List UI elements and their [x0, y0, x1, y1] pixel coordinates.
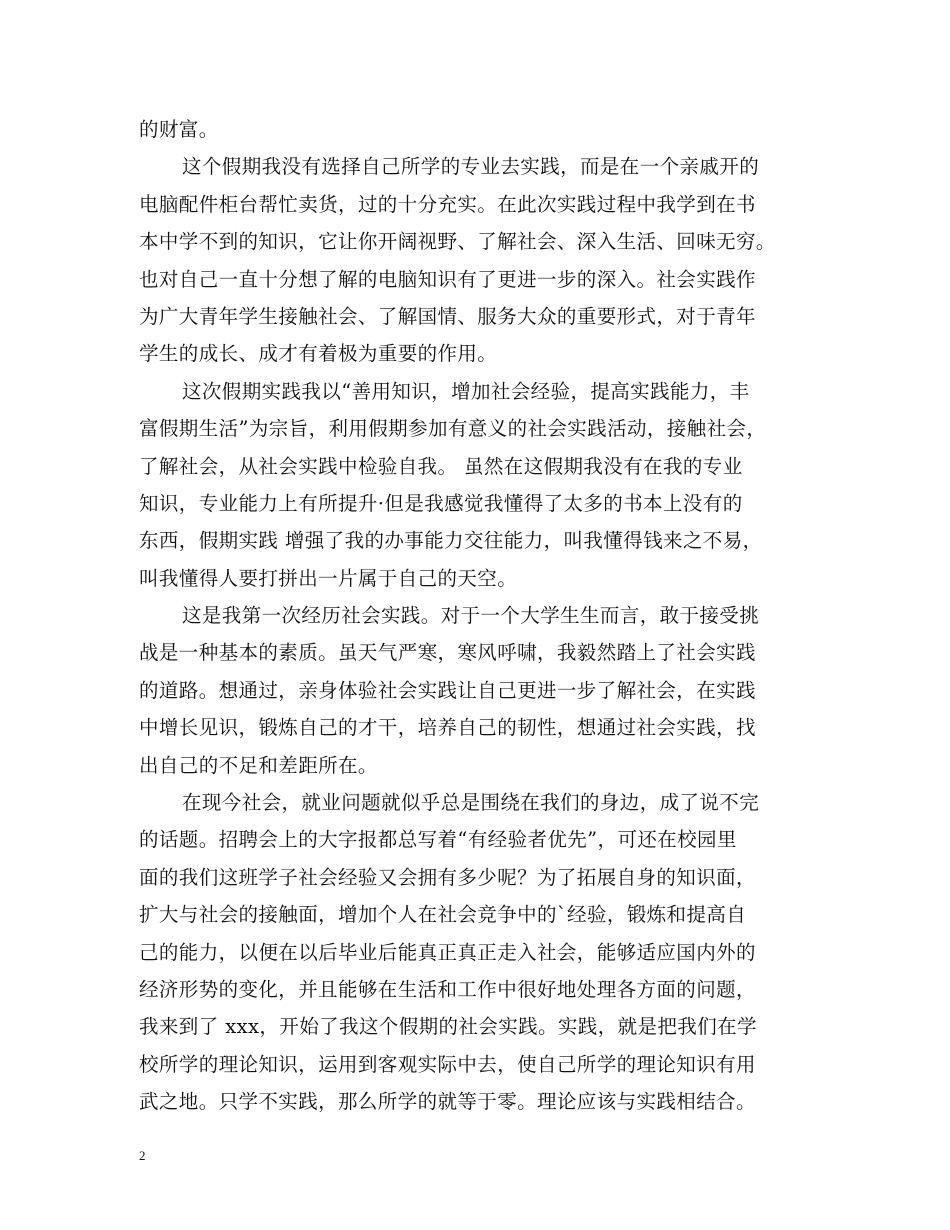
- text-line: 己的能力，以便在以后毕业后能真正真正走入社会，能够适应国内外的: [139, 940, 756, 964]
- text-line: 中增长见识，锻炼自己的才干，培养自己的韧性，想通过社会实践，找: [139, 716, 756, 740]
- text-line: 富假期生活”为宗旨，利用假期参加有意义的社会实践活动，接触社会，: [139, 417, 767, 441]
- text-line: 校所学的理论知识，运用到客观实际中去，使自己所学的理论知识有用: [139, 1052, 756, 1076]
- text-line: 这个假期我没有选择自己所学的专业去实践，而是在一个亲戚开的: [182, 155, 760, 179]
- body-text: [139, 111, 815, 1121]
- text-line: 的话题。招聘会上的大字报都总写着“有经验者优先”，可还在校园里: [139, 828, 737, 852]
- text-line: 电脑配件柜台帮忙卖货，过的十分充实。在此次实践过程中我学到在书: [139, 192, 756, 216]
- paragraph: [139, 373, 815, 597]
- text-line: 经济形势的变化，并且能够在生活和工作中很好地处理各方面的问题，: [139, 977, 756, 1001]
- text-line: 出自己的不足和差距所在。: [139, 753, 378, 777]
- text-line: 了解社会，从社会实践中检验自我。 虽然在这假期我没有在我的专业: [139, 454, 743, 478]
- text-line: 学生的成长、成才有着极为重要的作用。: [139, 342, 498, 366]
- text-line: 这次假期实践我以“善用知识，增加社会经验，提高实践能力，丰: [182, 379, 750, 403]
- text-line: 我来到了 xxx，开始了我这个假期的社会实践。实践，就是把我们在学: [139, 1015, 757, 1039]
- text-line: 战是一种基本的素质。虽天气严寒，寒风呼啸，我毅然踏上了社会实践: [139, 641, 756, 665]
- text-line: 叫我懂得人要打拼出一片属于自己的天空。: [139, 566, 518, 590]
- text-line: 面的我们这班学子社会经验又会拥有多少呢？为了拓展自身的知识面，: [139, 865, 756, 889]
- text-line: 扩大与社会的接触面，增加个人在社会竞争中的`经验，锻炼和提高自: [139, 903, 747, 927]
- text-line: 在现今社会，就业问题就似乎总是围绕在我们的身边，成了说不完: [182, 791, 760, 815]
- paragraph: [139, 148, 815, 372]
- text-line: 为广大青年学生接触社会、了解国情、服务大众的重要形式，对于青年: [139, 304, 756, 328]
- paragraph: [139, 784, 815, 1121]
- paragraph: [139, 597, 815, 784]
- page-number: 2: [139, 1148, 146, 1163]
- text-line: 知识，专业能力上有所提升·但是我感觉我懂得了太多的书本上没有的: [139, 491, 743, 515]
- text-line: 东西，假期实践 增强了我的办事能力交往能力，叫我懂得钱来之不易，: [139, 529, 763, 553]
- text-line: 也对自己一直十分想了解的电脑知识有了更进一步的深入。社会实践作: [139, 267, 756, 291]
- text-line: 本中学不到的知识，它让你开阔视野、了解社会、深入生活、回味无穷。: [139, 230, 776, 254]
- paragraph: [139, 111, 815, 148]
- text-line: 的财富。: [139, 118, 219, 141]
- text-line: 的道路。想通过，亲身体验社会实践让自己更进一步了解社会，在实践: [139, 678, 756, 702]
- text-line: 这是我第一次经历社会实践。对于一个大学生生而言，敢于接受挑: [182, 604, 760, 628]
- text-line: 武之地。只学不实践，那么所学的就等于零。理论应该与实践相结合。: [139, 1090, 756, 1114]
